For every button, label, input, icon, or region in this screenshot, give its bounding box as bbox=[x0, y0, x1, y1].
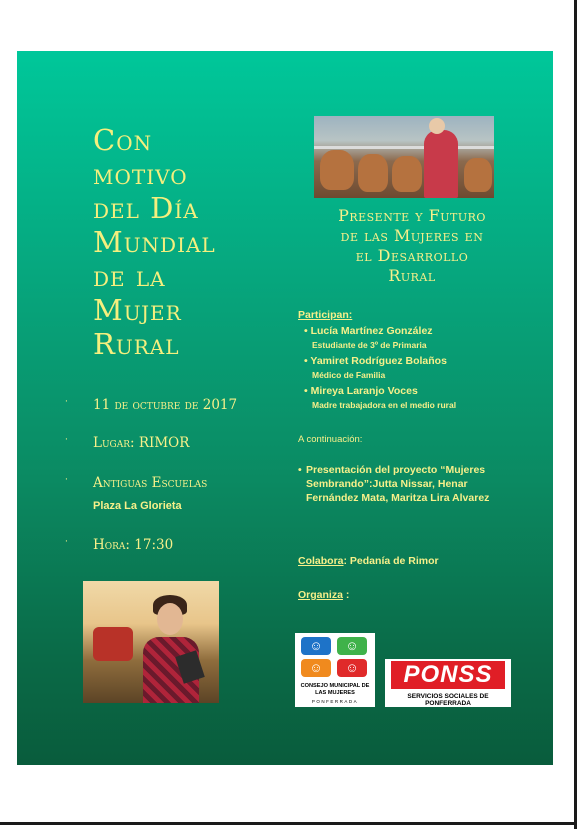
face bbox=[157, 603, 183, 635]
woman-figure bbox=[424, 130, 458, 198]
participant-item: • Yamiret Rodríguez Bolaños bbox=[304, 355, 447, 367]
title-line: motivo bbox=[93, 157, 188, 191]
continuation-item bbox=[298, 463, 520, 505]
participant-name: Mireya Laranjo Voces bbox=[310, 385, 418, 397]
title-line: Mundial bbox=[93, 225, 216, 259]
ponss-subtext: SERVICIOS SOCIALES DE PONFERRADA bbox=[407, 693, 489, 707]
logo-tiles bbox=[301, 637, 369, 679]
subtitle-line: de las Mujeres en bbox=[340, 226, 484, 245]
info-venue bbox=[65, 475, 207, 491]
participant-item: • Lucía Martínez González bbox=[304, 325, 433, 337]
photo-woman-farmer bbox=[83, 581, 219, 703]
title-line: Mujer bbox=[93, 293, 182, 327]
fence bbox=[314, 146, 494, 149]
continuation-heading: A continuación: bbox=[298, 434, 363, 445]
participant-name: Yamiret Rodríguez Bolaños bbox=[310, 355, 447, 367]
participant-role: Estudiante de 3º de Primaria bbox=[312, 340, 427, 350]
event-subtitle bbox=[292, 206, 532, 286]
tractor bbox=[93, 627, 133, 661]
poster bbox=[17, 51, 553, 765]
cow bbox=[464, 158, 492, 192]
main-title bbox=[93, 123, 293, 361]
cow bbox=[358, 154, 388, 192]
person-icon: ☺ bbox=[337, 659, 367, 677]
page-edge-right bbox=[574, 0, 577, 829]
info-bullet: · bbox=[65, 397, 68, 407]
info-time bbox=[65, 537, 173, 553]
person-icon: ☺ bbox=[301, 637, 331, 655]
organiza-label: Organiza bbox=[298, 589, 343, 601]
cm-logo-text: CONSEJO MUNICIPAL DE LAS MUJERES bbox=[300, 683, 370, 696]
organiza-suffix: : bbox=[342, 589, 350, 601]
consejo-municipal-logo bbox=[295, 633, 375, 707]
title-line: Rural bbox=[93, 327, 180, 361]
title-line: Con bbox=[93, 123, 153, 157]
cow bbox=[320, 150, 354, 190]
info-bullet: · bbox=[65, 537, 68, 547]
participant-role: Médico de Familia bbox=[312, 370, 386, 380]
bullet: • bbox=[298, 464, 302, 476]
ponss-logo bbox=[385, 659, 511, 707]
venue-detail: Plaza La Glorieta bbox=[93, 500, 182, 512]
person-icon: ☺ bbox=[337, 637, 367, 655]
page-edge-bottom bbox=[0, 822, 577, 825]
participants-heading: Participan: bbox=[298, 309, 353, 321]
participants-section bbox=[298, 309, 538, 410]
subtitle-line: Rural bbox=[388, 266, 436, 285]
subtitle-line: Presente y Futuro bbox=[338, 206, 486, 225]
person-icon: ☺ bbox=[301, 659, 331, 677]
place-text: Lugar: RIMOR bbox=[93, 435, 190, 451]
venue-text: Antiguas Escuelas bbox=[93, 475, 208, 491]
cm-logo-subtext: PONFERRADA bbox=[311, 699, 359, 704]
participant-item: • Mireya Laranjo Voces bbox=[304, 385, 418, 397]
info-date bbox=[65, 397, 237, 413]
ponss-wordmark: PONSS bbox=[391, 661, 505, 689]
time-text: Hora: 17:30 bbox=[93, 537, 174, 553]
photo-woman-with-cattle bbox=[314, 116, 494, 198]
cow bbox=[392, 156, 422, 192]
date-text: 11 de octubre de 2017 bbox=[93, 397, 238, 413]
title-line: del Día bbox=[93, 191, 199, 225]
colabora-label: Colabora bbox=[298, 555, 344, 567]
title-line: de la bbox=[93, 259, 166, 293]
participant-role: Madre trabajadora en el medio rural bbox=[312, 400, 457, 410]
woman-head bbox=[429, 118, 445, 134]
info-bullet: · bbox=[65, 435, 68, 445]
participant-name: Lucía Martínez González bbox=[310, 325, 433, 337]
organiza-line bbox=[298, 589, 538, 601]
continuation-text: Presentación del proyecto “Mujeres Sembrando”:Jutta Nissar, Henar Fernández Mata, Maritza Lira Alvarez bbox=[306, 464, 490, 504]
colabora-value: : Pedanía de Rimor bbox=[343, 555, 439, 567]
info-bullet: · bbox=[65, 475, 68, 485]
colabora-line bbox=[298, 555, 538, 567]
subtitle-line: el Desarrollo bbox=[355, 246, 469, 265]
info-place bbox=[65, 435, 189, 451]
